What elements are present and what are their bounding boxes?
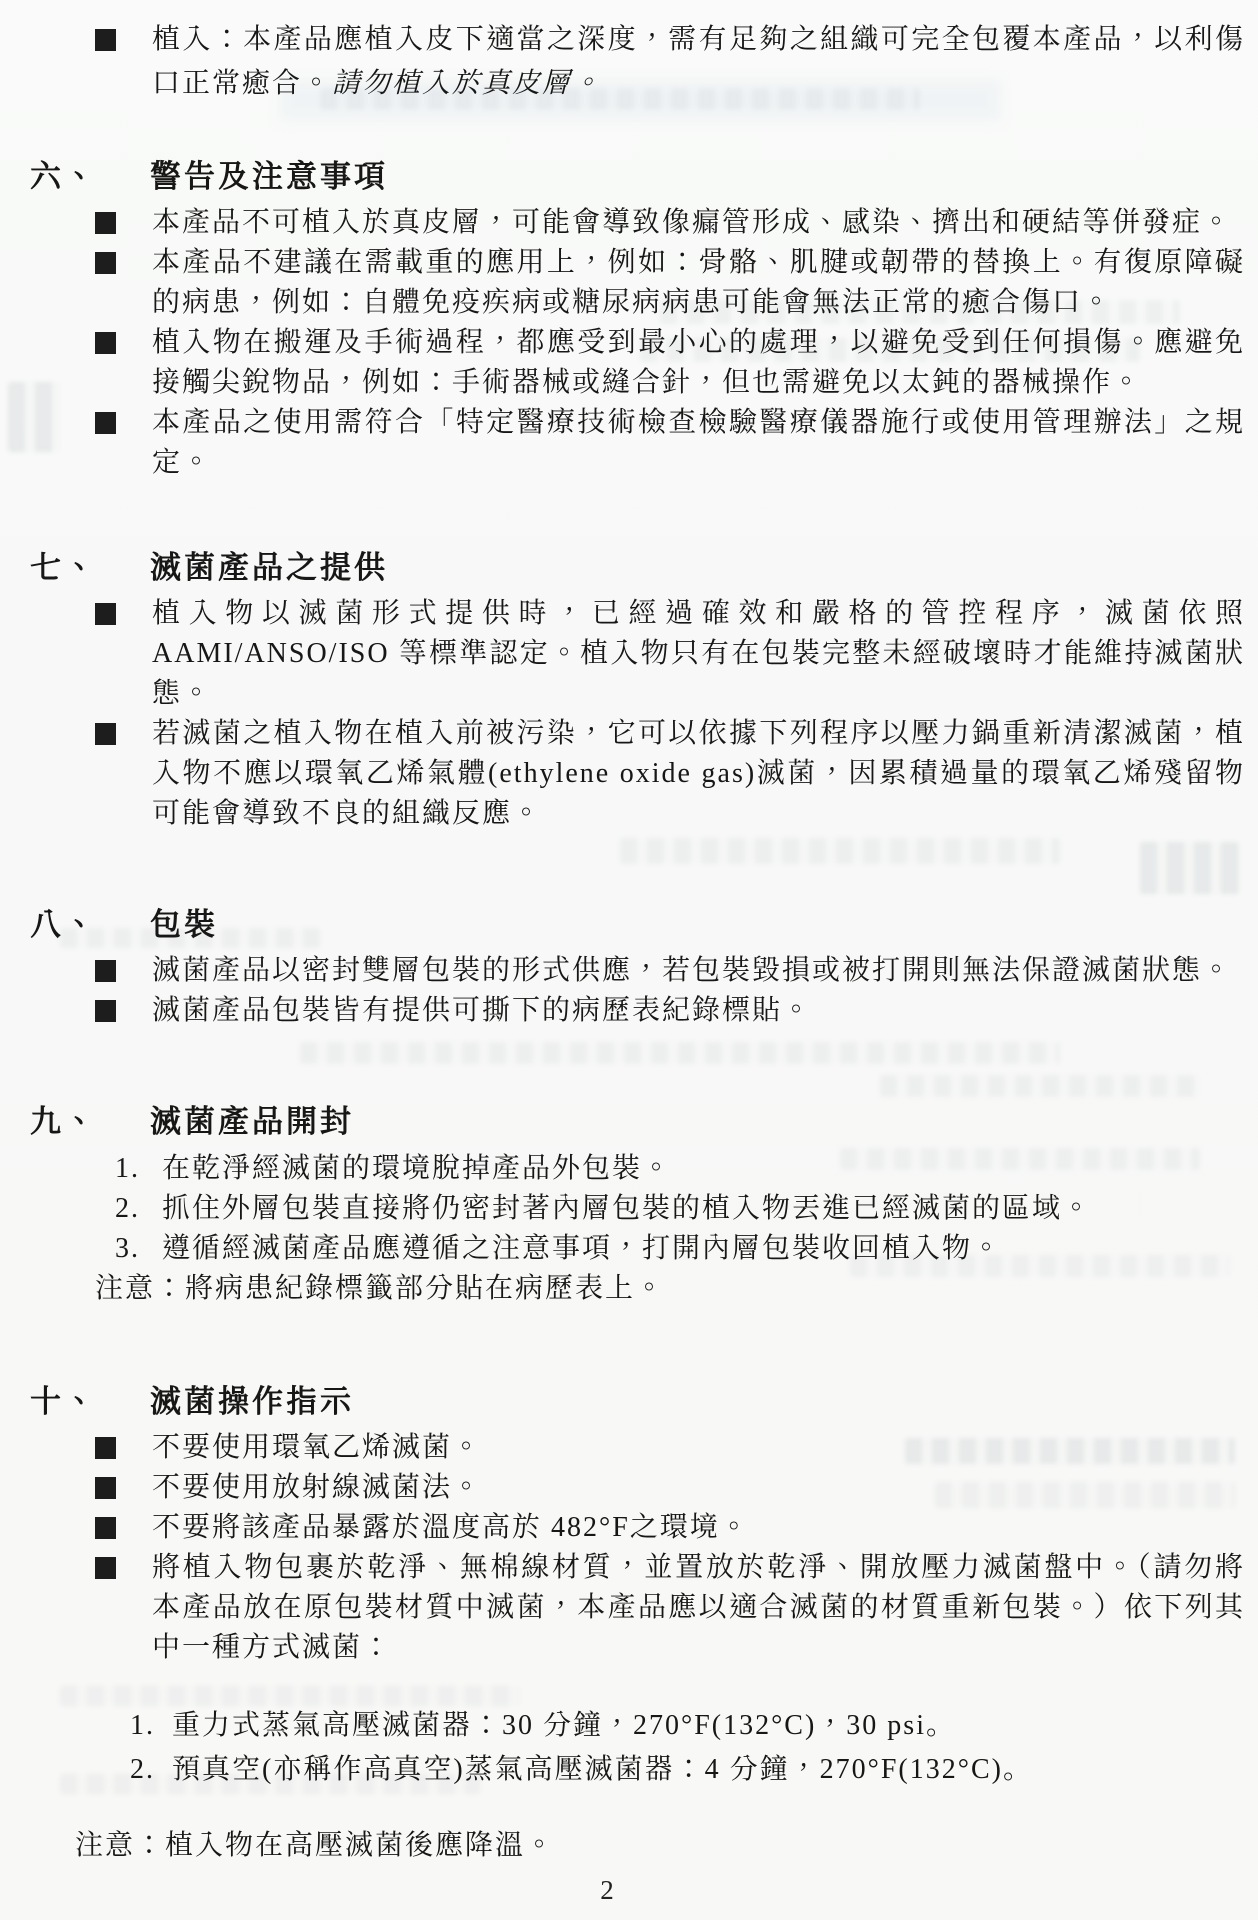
bullet-square-icon <box>95 951 152 991</box>
bullet-text: 滅菌產品以密封雙層包裝的形式供應，若包裝毀損或被打開則無法保證滅菌狀態。 <box>152 955 1233 986</box>
method-item <box>30 1748 1245 1792</box>
section-number: 六、 <box>30 159 98 194</box>
section-heading-6 <box>30 156 1245 198</box>
bullet-square-icon <box>95 403 152 483</box>
bullet-text: 將植入物包裹於乾淨、無棉線材質，並置放於乾淨、開放壓力滅菌盤中。（請勿將本產品放在原包裝材質中滅菌，本產品應以適合滅菌的材質重新包裝。）依下列其中一種方式滅菌： <box>152 1552 1245 1663</box>
section-6-bullets <box>30 203 1245 483</box>
bullet-text: 不要將該產品暴露於溫度高於 482°F之環境。 <box>152 1512 750 1543</box>
bullet-item <box>30 1468 1245 1508</box>
page-number: 2 <box>600 1875 614 1905</box>
bullet-item <box>30 323 1245 403</box>
section-heading-7 <box>30 547 1245 589</box>
section-title: 滅菌操作指示 <box>150 1384 354 1419</box>
bullet-item <box>30 1428 1245 1468</box>
bullet-text: 本產品不建議在需載重的應用上，例如：骨骼、肌腱或韌帶的替換上。有復原障礙的病患，例如：自體免疫疾病或糖尿病病患可能會無法正常的癒合傷口。 <box>152 247 1245 318</box>
bullet-text: 若滅菌之植入物在植入前被污染，它可以依據下列程序以壓力鍋重新清潔滅菌，植入物不應以環氧乙烯氣體(ethylene oxide gas)滅菌，因累積過量的環氧乙烯殘留物可能會導致不良的組織反應。 <box>152 718 1245 829</box>
step-item <box>30 1149 1245 1189</box>
step-number: 3. <box>115 1233 140 1264</box>
step-number: 1. <box>115 1153 140 1184</box>
bullet-text: 植入物在搬運及手術過程，都應受到最小心的處理，以避免受到任何損傷。應避免接觸尖銳物品，例如：手術器械或縫合針，但也需避免以太鈍的器械操作。 <box>152 327 1245 398</box>
method-number: 2. <box>130 1754 155 1785</box>
section-10-methods <box>30 1704 1245 1792</box>
bullet-item <box>30 203 1245 243</box>
section-heading-8 <box>30 904 1245 946</box>
intro-bullet-item <box>30 18 1245 106</box>
note-text: 注意：植入物在高壓滅菌後應降溫。 <box>75 1830 556 1861</box>
bullet-square-icon <box>95 203 152 243</box>
bullet-text: 本產品不可植入於真皮層，可能會導致像瘺管形成、感染、擠出和硬結等併發症。 <box>152 207 1233 238</box>
intro-text-normal: 植入：本產品應植入皮下適當之深度，需有足夠之組織可完全包覆本產品，以利傷口正常癒合。 <box>152 24 1245 99</box>
bullet-square-icon <box>95 243 152 323</box>
section-7-bullets <box>30 594 1245 834</box>
bullet-square-icon <box>95 1548 152 1668</box>
step-text: 抓住外層包裝直接將仍密封著內層包裝的植入物丟進已經滅菌的區域。 <box>162 1193 1093 1224</box>
method-text: 預真空(亦稱作高真空)蒸氣高壓滅菌器：4 分鐘，270°F(132°C)。 <box>172 1754 1033 1785</box>
section-number: 九、 <box>30 1104 98 1139</box>
step-item <box>30 1229 1245 1269</box>
bullet-text: 不要使用放射線滅菌法。 <box>152 1472 483 1503</box>
note-text: 注意：將病患紀錄標籤部分貼在病歷表上。 <box>95 1273 666 1304</box>
method-item <box>30 1704 1245 1748</box>
bullet-item <box>30 1508 1245 1548</box>
method-text: 重力式蒸氣高壓滅菌器：30 分鐘，270°F(132°C)，30 psi。 <box>172 1710 956 1741</box>
bullet-square-icon <box>95 1508 152 1548</box>
bullet-item <box>30 243 1245 323</box>
bullet-square-icon <box>95 714 152 834</box>
section-number: 七、 <box>30 550 98 585</box>
section-title: 包裝 <box>150 907 218 942</box>
bullet-square-icon <box>95 1468 152 1508</box>
bullet-text: 本產品之使用需符合「特定醫療技術檢查檢驗醫療儀器施行或使用管理辦法」之規定。 <box>152 407 1245 478</box>
step-number: 2. <box>115 1193 140 1224</box>
section-heading-10 <box>30 1381 1245 1423</box>
section-heading-9 <box>30 1101 1245 1143</box>
intro-bullet-text <box>152 18 1245 106</box>
method-number: 1. <box>130 1710 155 1741</box>
bullet-item <box>30 714 1245 834</box>
section-10-bullets <box>30 1428 1245 1668</box>
bullet-square-icon <box>30 18 152 106</box>
section-title: 警告及注意事項 <box>150 159 388 194</box>
bullet-text: 不要使用環氧乙烯滅菌。 <box>152 1432 483 1463</box>
bullet-item <box>30 991 1245 1031</box>
bullet-text: 植入物以滅菌形式提供時，已經過確效和嚴格的管控程序，滅菌依照 AAMI/ANSO/ISO 等標準認定。植入物只有在包裝完整未經破壞時才能維持滅菌狀態。 <box>152 598 1245 709</box>
section-8-bullets <box>30 951 1245 1031</box>
step-text: 遵循經滅菌產品應遵循之注意事項，打開內層包裝收回植入物。 <box>162 1233 1003 1264</box>
bullet-text: 滅菌產品包裝皆有提供可撕下的病歷表紀錄標貼。 <box>152 995 813 1026</box>
section-title: 滅菌產品之提供 <box>150 550 388 585</box>
bullet-square-icon <box>95 323 152 403</box>
bullet-item <box>30 951 1245 991</box>
section-title: 滅菌產品開封 <box>150 1104 354 1139</box>
section-number: 八、 <box>30 907 98 942</box>
section-9-steps <box>30 1149 1245 1309</box>
intro-text-italic: 請勿植入於真皮層。 <box>332 68 603 99</box>
bullet-square-icon <box>95 991 152 1031</box>
bullet-square-icon <box>95 594 152 714</box>
step-text: 在乾淨經滅菌的環境脫掉產品外包裝。 <box>162 1153 673 1184</box>
bullet-item <box>30 1548 1245 1668</box>
bullet-item <box>30 403 1245 483</box>
section-number: 十、 <box>30 1384 98 1419</box>
bullet-item <box>30 594 1245 714</box>
step-item <box>30 1189 1245 1229</box>
bullet-square-icon <box>95 1428 152 1468</box>
